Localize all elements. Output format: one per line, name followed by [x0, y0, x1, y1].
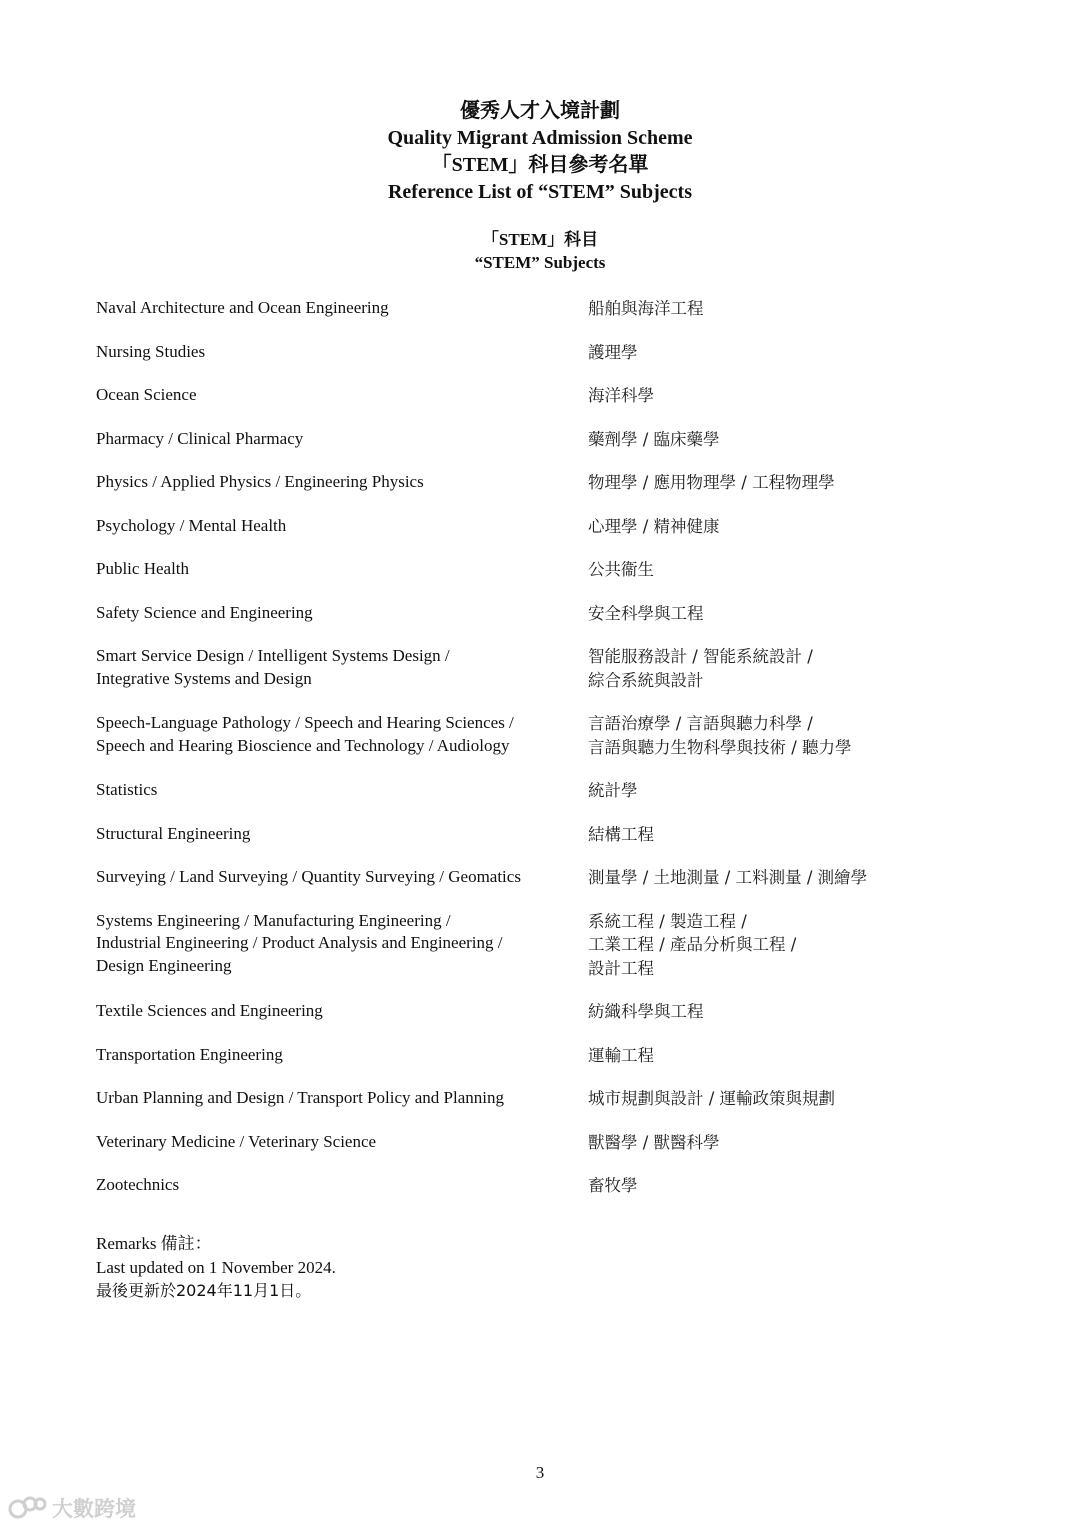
subject-name-zh: 紡織科學與工程 — [588, 1002, 704, 1021]
subject-name-en: Safety Science and Engineering — [96, 602, 313, 622]
subtitle-en: Reference List of “STEM” Subjects — [387, 181, 693, 203]
subject-name-zh: 護理學 — [588, 342, 638, 362]
subject-name-en: Public Health — [96, 559, 190, 578]
subject-row — [96, 645, 996, 692]
subject-name-zh: 物理學 / 應用物理學 / 工程物理學 — [588, 473, 835, 492]
subject-name-zh: 船舶與海洋工程 — [588, 299, 704, 318]
watermark-text: 大數跨境 — [52, 1497, 136, 1521]
subject-name-en: Structural Engineering — [96, 823, 251, 843]
subject-name-en: Pharmacy / Clinical Pharmacy — [96, 428, 304, 448]
last-updated-en: Last updated on 1 November 2024. — [96, 1257, 336, 1277]
subject-name-zh: 智能服務設計 / 智能系統設計 / 綜合系統與設計 — [588, 647, 813, 690]
remarks-label: Remarks 備註： — [96, 1234, 212, 1253]
subject-name-en: Smart Service Design / Intelligent Systems Design / Integrative Systems and Design — [96, 646, 450, 688]
subject-name-en: Textile Sciences and Engineering — [96, 1001, 323, 1020]
last-updated-zh: 最後更新於2024年11月1日。 — [96, 1281, 312, 1300]
watermark — [8, 1493, 136, 1523]
subject-name-en: Nursing Studies — [96, 341, 206, 361]
subject-name-zh: 結構工程 — [588, 824, 654, 844]
subject-name-en: Transportation Engineering — [96, 1044, 283, 1064]
subject-name-zh: 安全科學與工程 — [588, 603, 704, 623]
subject-name-zh: 系統工程 / 製造工程 / 工業工程 / 產品分析與工程 / 設計工程 — [588, 911, 797, 978]
section-heading — [0, 228, 1080, 274]
title-zh: 優秀人才入境計劃 — [460, 100, 620, 122]
page-number: 3 — [535, 1463, 545, 1482]
subject-row — [96, 1131, 996, 1155]
subject-name-en: Naval Architecture and Ocean Engineering — [96, 298, 389, 317]
title-en: Quality Migrant Admission Scheme — [387, 127, 693, 149]
subject-name-en: Statistics — [96, 780, 158, 799]
section-heading-en: “STEM” Subjects — [474, 253, 606, 272]
subject-name-en: Veterinary Medicine / Veterinary Science — [96, 1131, 377, 1151]
subtitle-zh: 「STEM」科目參考名單 — [431, 154, 649, 176]
subject-row — [96, 1044, 996, 1068]
subject-row — [96, 384, 996, 408]
subject-name-en: Surveying / Land Surveying / Quantity Surveying / Geomatics — [96, 867, 521, 886]
brand-logo-icon — [8, 1495, 48, 1521]
subject-row — [96, 1000, 996, 1024]
subject-row — [96, 823, 996, 847]
subject-row — [96, 910, 996, 981]
subject-name-zh: 測量學 / 土地測量 / 工料測量 / 測繪學 — [588, 868, 868, 887]
subject-row — [96, 866, 996, 890]
subject-name-zh: 言語治療學 / 言語與聽力科學 / 言語與聽力生物科學與技術 / 聽力學 — [588, 714, 852, 757]
subject-list — [96, 297, 996, 1218]
subject-row — [96, 341, 996, 365]
subject-name-zh: 公共衞生 — [588, 560, 654, 579]
subject-row — [96, 297, 996, 321]
subject-row — [96, 602, 996, 626]
subject-name-en: Zootechnics — [96, 1175, 180, 1194]
section-heading-zh: 「STEM」科目 — [481, 230, 599, 249]
subject-name-zh: 心理學 / 精神健康 — [588, 516, 720, 536]
remarks — [96, 1232, 336, 1303]
subject-name-zh: 藥劑學 / 臨床藥學 — [588, 429, 720, 449]
subject-name-en: Physics / Applied Physics / Engineering Physics — [96, 472, 424, 491]
subject-row — [96, 558, 996, 582]
subject-name-en: Systems Engineering / Manufacturing Engineering / Industrial Engineering / Product Analysis and Engineering / Design Engineering — [96, 910, 503, 975]
subject-name-zh: 海洋科學 — [588, 386, 654, 405]
subject-name-en: Ocean Science — [96, 385, 197, 404]
subject-row — [96, 471, 996, 495]
subject-name-en: Speech-Language Pathology / Speech and Hearing Sciences / Speech and Hearing Bioscience and Technology / Audiology — [96, 713, 514, 755]
subject-row — [96, 1174, 996, 1198]
document-header — [0, 98, 1080, 206]
subject-row — [96, 779, 996, 803]
subject-name-en: Psychology / Mental Health — [96, 515, 287, 535]
subject-name-en: Urban Planning and Design / Transport Policy and Planning — [96, 1088, 504, 1107]
subject-row — [96, 428, 996, 452]
subject-row — [96, 1087, 996, 1111]
subject-name-zh: 畜牧學 — [588, 1176, 638, 1195]
subject-row — [96, 515, 996, 539]
subject-name-zh: 統計學 — [588, 781, 638, 800]
subject-name-zh: 城市規劃與設計 / 運輸政策與規劃 — [588, 1089, 836, 1108]
subject-row — [96, 712, 996, 759]
subject-name-zh: 運輸工程 — [588, 1045, 654, 1065]
subject-name-zh: 獸醫學 / 獸醫科學 — [588, 1132, 720, 1152]
